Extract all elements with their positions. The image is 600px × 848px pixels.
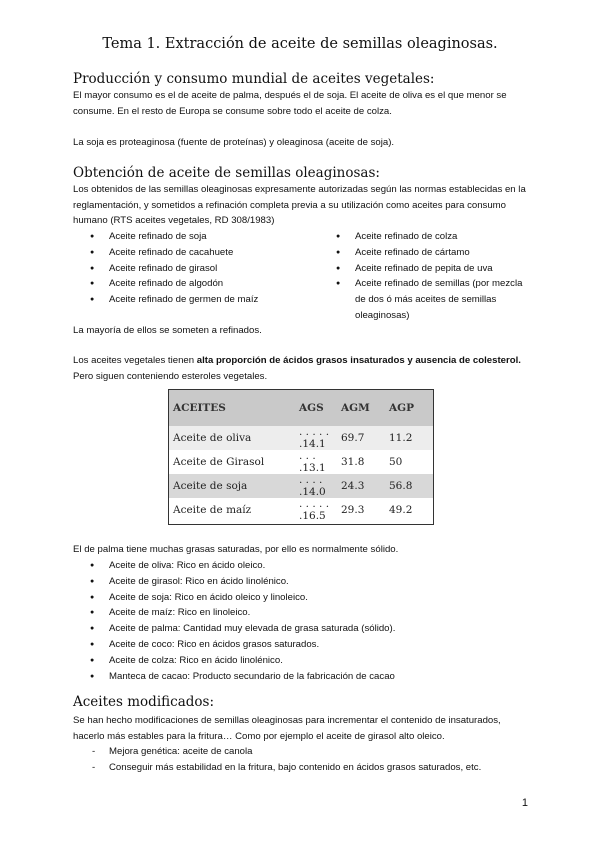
list-item: ● Aceite refinado de semillas (por mezcla de dos ó más aceites de semillas oleaginosas) [336, 276, 531, 323]
paragraph-definicion: Los obtenidos de las semillas oleaginosas expresamente autorizadas según las normas establecidas en la reglamentación, y sometidos a refinación completa previa a su utilización como aceites para consumo humano (RTS aceites vegetales, RD 308/1983) [73, 184, 526, 226]
cell-ags: . . . .13.1 [299, 450, 326, 474]
cell-agm: 29.3 [341, 504, 365, 516]
cell-ags: . . . . . .16.5 [299, 498, 330, 522]
cell-aceite: Aceite de oliva [173, 432, 252, 444]
cell-ags: . . . . . .14.1 [299, 426, 330, 450]
list-item: ● Aceite de coco: Rico en ácidos grasos saturados. [90, 637, 540, 653]
list-refinados-izquierda [90, 229, 320, 308]
table-row [169, 498, 433, 522]
bold-highlight: alta proporción de ácidos grasos insaturados y ausencia de colesterol. [196, 355, 521, 366]
list-item: ● Aceite refinado de cacahuete [90, 245, 320, 261]
cell-aceite: Aceite de soja [173, 480, 248, 492]
list-item: ● Aceite refinado de pepita de uva [336, 261, 531, 277]
section-heading-produccion: Producción y consumo mundial de aceites vegetales: [73, 71, 435, 87]
table-row [169, 450, 433, 474]
fatty-acid-table-image [168, 389, 434, 525]
header-agm: AGM [341, 402, 370, 414]
list-aceites-composicion [90, 558, 540, 684]
paragraph-palma: El de palma tiene muchas grasas saturadas, por ello es normalmente sólido. [73, 544, 399, 555]
cell-aceite: Aceite de Girasol [173, 456, 265, 468]
page-title: Tema 1. Extracción de aceite de semillas oleaginosas. [102, 36, 498, 52]
list-item: ● Manteca de cacao: Producto secundario de la fabricación de cacao [90, 669, 540, 685]
list-modificaciones [90, 744, 540, 776]
paragraph-soja: La soja es proteaginosa (fuente de proteínas) y oleaginosa (aceite de soja). [73, 137, 395, 148]
cell-agp: 56.8 [389, 480, 413, 492]
list-item: - Mejora genética: aceite de canola [90, 744, 540, 760]
list-item: ● Aceite de maíz: Rico en linoleico. [90, 605, 540, 621]
list-refinados-derecha [336, 229, 531, 324]
header-agp: AGP [389, 402, 415, 414]
list-item: ● Aceite de soja: Rico en ácido oleico y linoleico. [90, 590, 540, 606]
list-item: ● Aceite de oliva: Rico en ácido oleico. [90, 558, 540, 574]
header-aceites: ACEITES [173, 402, 226, 414]
list-item: ● Aceite refinado de soja [90, 229, 320, 245]
cell-agm: 31.8 [341, 456, 365, 468]
cell-agp: 49.2 [389, 504, 413, 516]
list-item: ● Aceite refinado de cártamo [336, 245, 531, 261]
table-row [169, 474, 433, 498]
list-item: ● Aceite refinado de girasol [90, 261, 320, 277]
page-number: 1 [521, 797, 528, 809]
list-item: ● Aceite refinado de germen de maíz [90, 292, 320, 308]
fatty-acid-table [169, 390, 433, 522]
cell-agm: 69.7 [341, 432, 365, 444]
section-heading-obtencion: Obtención de aceite de semillas oleaginosas: [73, 165, 380, 181]
paragraph-consumo: El mayor consumo es el de aceite de palma, después el de soja. El aceite de oliva es el que menor se consume. En el resto de Europa se consume sobre todo el aceite de colza. [73, 90, 507, 117]
list-item: ● Aceite de palma: Cantidad muy elevada de grasa saturada (sólido). [90, 621, 540, 637]
paragraph-modificaciones: Se han hecho modificaciones de semillas oleaginosas para incrementar el contenido de insaturados, hacerlo más estables para la fritura… Como por ejemplo el aceite de girasol alto oleico. [73, 715, 501, 742]
cell-agm: 24.3 [341, 480, 365, 492]
paragraph-refinados: La mayoría de ellos se someten a refinados. [73, 325, 262, 336]
list-item: - Conseguir más estabilidad en la fritura, bajo contenido en ácidos grasos saturados, etc. [90, 760, 540, 776]
list-item: ● Aceite de colza: Rico en ácido linolénico. [90, 653, 540, 669]
list-item: ● Aceite de girasol: Rico en ácido linolénico. [90, 574, 540, 590]
cell-ags: . . . . .14.0 [299, 474, 326, 498]
cell-aceite: Aceite de maíz [173, 504, 252, 516]
cell-agp: 50 [389, 456, 403, 468]
section-heading-modificados: Aceites modificados: [73, 694, 214, 710]
cell-agp: 11.2 [389, 432, 413, 444]
table-header-row [169, 390, 433, 426]
table-row [169, 426, 433, 450]
header-ags: AGS [299, 402, 324, 414]
paragraph-insaturados: Los aceites vegetales tienen alta proporción de ácidos grasos insaturados y ausencia de colesterol. Pero siguen conteniendo esteroles vegetales. [73, 355, 521, 382]
list-item: ● Aceite refinado de colza [336, 229, 531, 245]
list-item: ● Aceite refinado de algodón [90, 276, 320, 292]
